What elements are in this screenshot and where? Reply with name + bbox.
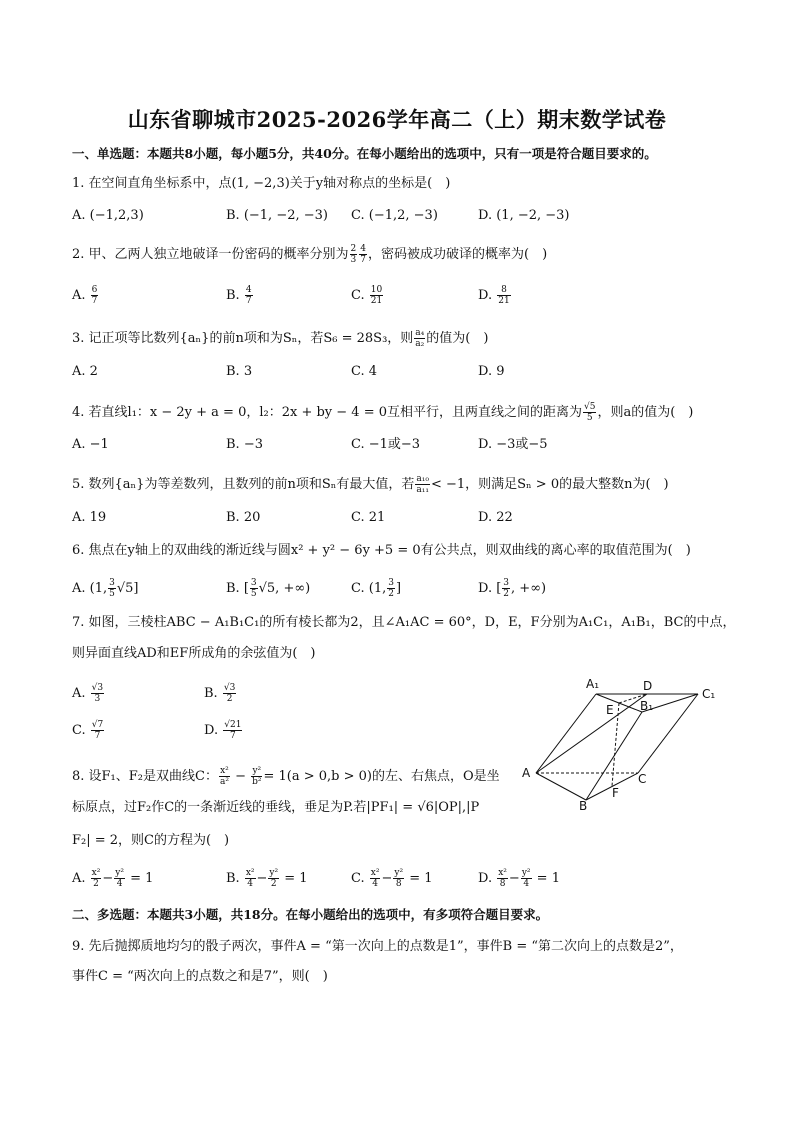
- label-a: A: [522, 766, 531, 780]
- question-4-option-d[interactable]: D. −3或−5: [478, 437, 548, 452]
- question-3-option-a[interactable]: A. 2: [72, 364, 98, 379]
- label-c1: C₁: [702, 687, 716, 701]
- question-8-option-d[interactable]: D. $\frac{\text{x²}}{8}$ − $\frac{\text{y²}}{4}$ = 1: [478, 868, 560, 889]
- question-7-option-c[interactable]: C. $\frac{√7}{7}$: [72, 720, 104, 741]
- label-f: F: [612, 786, 619, 800]
- question-2-option-a[interactable]: A. $\frac{6}{7}$: [72, 285, 98, 306]
- question-2-option-d[interactable]: D. $\frac{8}{21}$: [478, 285, 510, 306]
- question-7-stem-line1: 7. 如图，三棱柱ABC − A₁B₁C₁的所有棱长都为2，且∠A₁AC = 60°，D，E，F分别为A₁C₁，A₁B₁，BC的中点，: [72, 615, 736, 630]
- question-5-option-d[interactable]: D. 22: [478, 510, 513, 525]
- question-5-stem: 5. 数列{aₙ}为等差数列，且数列的前n项和Sₙ有最大值，若 $\frac{\text{a₁₀}}{\text{a₁₁}}$ < −1，则满足Sₙ > 0的最大整数n为( ): [72, 474, 669, 495]
- question-6-stem: 6. 焦点在y轴上的双曲线的渐近线与圆x² + y² − 6y +5 = 0有公共点，则双曲线的离心率的取值范围为( ): [72, 543, 691, 558]
- fraction-p1: $\frac{2}{3}$: [350, 244, 357, 265]
- question-8-stem-line1: 8. 设F₁、F₂是双曲线C： $\frac{\text{x²}}{\text{a²}}$ − $\frac{\text{y²}}{\text{b²}}$ = 1(a > 0,b > 0)的左、右焦点，O是坐: [72, 766, 500, 787]
- question-3-option-b[interactable]: B. 3: [226, 364, 253, 379]
- question-8-option-b[interactable]: B. $\frac{\text{x²}}{4}$ − $\frac{\text{y²}}{2}$ = 1: [226, 868, 308, 889]
- question-4-stem: 4. 若直线l₁：x − 2y + a = 0，l₂：2x + by − 4 = 0互相平行，且两直线之间的距离为 $\frac{√5}{5}$ ，则a的值为( ): [72, 402, 694, 423]
- label-b1: B₁: [640, 699, 654, 713]
- question-6-option-c[interactable]: C. (1, $\frac{3}{2}$ ]: [351, 578, 402, 599]
- question-9-stem-line2: 事件C = “两次向上的点数之和是7”，则( ): [72, 969, 328, 984]
- question-2-stem-pre: 2. 甲、乙两人独立地破译一份密码的概率分别为: [72, 247, 349, 262]
- question-1-option-d[interactable]: D. (1, −2, −3): [478, 208, 570, 223]
- question-7-stem-line2: 则异面直线AD和EF所成角的余弦值为( ): [72, 646, 316, 661]
- question-1-stem: 1. 在空间直角坐标系中，点(1, −2,3)关于y轴对称点的坐标是( ): [72, 176, 451, 191]
- question-8-stem-line3: F₂| = 2，则C的方程为( ): [72, 833, 230, 848]
- question-6-option-d[interactable]: D. [ $\frac{3}{2}$ , +∞): [478, 578, 547, 599]
- label-d: D: [643, 679, 653, 693]
- label-c: C: [638, 772, 647, 786]
- question-5-option-c[interactable]: C. 21: [351, 510, 386, 525]
- question-2-option-b[interactable]: B. $\frac{4}{7}$: [226, 285, 252, 306]
- question-3-stem: 3. 记正项等比数列{aₙ}的前n项和为Sₙ，若S₆ = 28S₃，则 $\frac{\text{a₄}}{\text{a₂}}$ 的值为( ): [72, 328, 489, 349]
- question-4-option-c[interactable]: C. −1或−3: [351, 437, 421, 452]
- question-1-option-c[interactable]: C. (−1,2, −3): [351, 208, 438, 223]
- question-4-option-a[interactable]: A. −1: [72, 437, 109, 452]
- question-7-option-b[interactable]: B. $\frac{√3}{2}$: [204, 683, 236, 704]
- label-e: E: [606, 703, 614, 717]
- question-3-option-d[interactable]: D. 9: [478, 364, 505, 379]
- question-9-stem-line1: 9. 先后抛掷质地均匀的骰子两次，事件A = “第一次向上的点数是1”，事件B = “第二次向上的点数是2”，: [72, 939, 683, 954]
- question-8-option-c[interactable]: C. $\frac{\text{x²}}{4}$ − $\frac{\text{y²}}{8}$ = 1: [351, 868, 433, 889]
- question-6-option-a[interactable]: A. (1, $\frac{3}{5}$ √5]: [72, 578, 139, 599]
- question-2-stem: [72, 244, 547, 265]
- question-5-option-a[interactable]: A. 19: [72, 510, 107, 525]
- question-2-stem-post: ，密码被成功破译的概率为( ): [368, 247, 548, 262]
- prism-diagram: [520, 672, 730, 812]
- label-b: B: [579, 799, 588, 812]
- question-7-option-d[interactable]: D. $\frac{√21}{7}$: [204, 720, 242, 741]
- question-8-stem-line2: 标原点，过F₂作C的一条渐近线的垂线，垂足为P.若|PF₁| = √6|OP|,|P: [72, 800, 480, 815]
- page-title: 山东省聊城市2025-2026学年高二（上）期末数学试卷: [127, 107, 667, 132]
- question-3-option-c[interactable]: C. 4: [351, 364, 378, 379]
- label-a1: A₁: [586, 677, 600, 691]
- question-8-option-a[interactable]: A. $\frac{\text{x²}}{2}$ − $\frac{\text{y²}}{4}$ = 1: [72, 868, 154, 889]
- question-6-option-b[interactable]: B. [ $\frac{3}{5}$ √5, +∞): [226, 578, 311, 599]
- question-4-option-b[interactable]: B. −3: [226, 437, 263, 452]
- prism-figure: [520, 672, 730, 812]
- section-heading-single-choice: 一、单选题：本题共8小题，每小题5分，共40分。在每小题给出的选项中，只有一项是符合题目要求的。: [72, 146, 657, 161]
- section-heading-multi-choice: 二、多选题：本题共3小题，共18分。在每小题给出的选项中，有多项符合题目要求。: [72, 907, 549, 922]
- question-5-option-b[interactable]: B. 20: [226, 510, 261, 525]
- question-1-option-b[interactable]: B. (−1, −2, −3): [226, 208, 328, 223]
- fraction-p2: $\frac{4}{7}$: [360, 244, 367, 265]
- question-7-option-a[interactable]: A. $\frac{√3}{3}$: [72, 683, 104, 704]
- question-2-option-c[interactable]: C. $\frac{10}{21}$: [351, 285, 383, 306]
- question-1-option-a[interactable]: A. (−1,2,3): [72, 208, 144, 223]
